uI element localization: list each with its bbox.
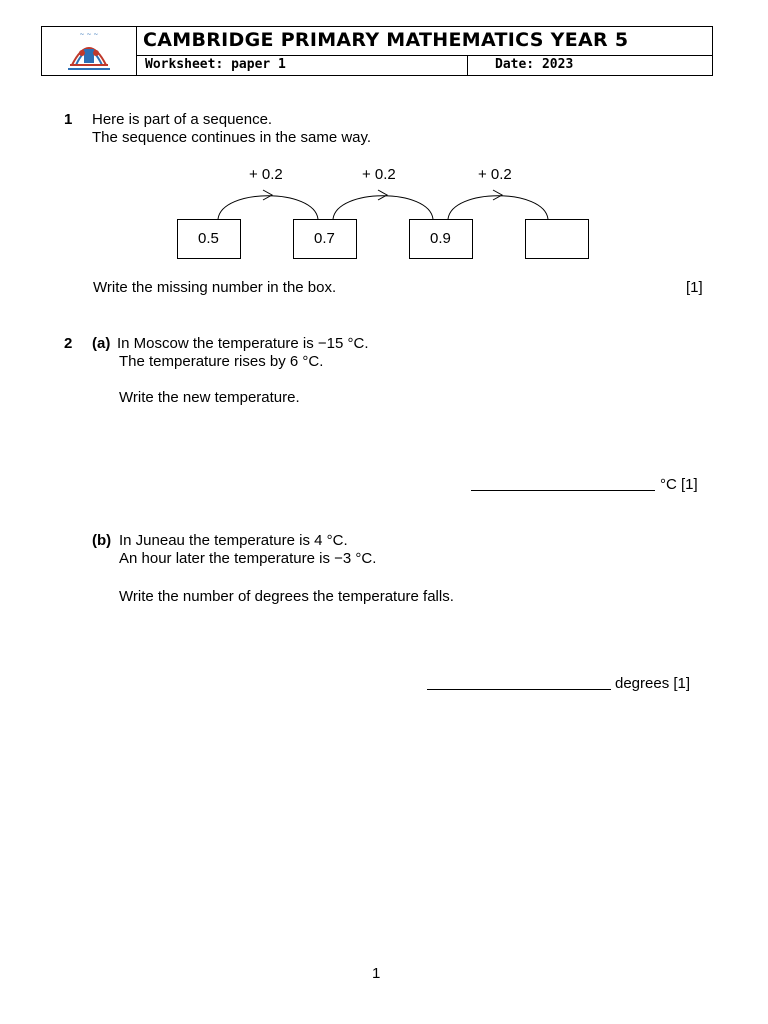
q2a-unit-mark: °C [1]: [660, 476, 698, 493]
q1-step-2: + 0.2: [362, 166, 396, 183]
q1-step-3: + 0.2: [478, 166, 512, 183]
missing-number-box[interactable]: [525, 219, 589, 259]
q1-instruction: Write the missing number in the box.: [93, 279, 337, 296]
sequence-box-3: 0.9: [409, 219, 473, 259]
q2a-answer-line[interactable]: [471, 490, 655, 491]
q2b-label: (b): [92, 532, 112, 549]
svg-text:~ ~ ~: ~ ~ ~: [79, 31, 99, 38]
q1-step-1: + 0.2: [249, 166, 283, 183]
q2b-line1: In Juneau the temperature is 4 °C.: [119, 532, 348, 549]
arrow-3: [493, 190, 502, 200]
q1-line2: The sequence continues in the same way.: [92, 129, 372, 146]
q2b-instruction: Write the number of degrees the temperature falls.: [119, 588, 454, 605]
q2a-instruction: Write the new temperature.: [119, 389, 300, 406]
arc-2: [333, 196, 433, 219]
q2-number: 2: [64, 335, 73, 352]
q2b-unit-mark: degrees [1]: [615, 675, 691, 692]
q2a-line2: The temperature rises by 6 °C.: [119, 353, 324, 370]
sequence-box-2: 0.7: [293, 219, 357, 259]
q2a-line1: In Moscow the temperature is −15 °C.: [117, 335, 369, 352]
date-label: Date: 2023: [495, 57, 574, 72]
q1-line1: Here is part of a sequence.: [92, 111, 273, 128]
q2b-line2: An hour later the temperature is −3 °C.: [119, 550, 377, 567]
q1-mark: [1]: [686, 279, 703, 296]
q2b-answer-line[interactable]: [427, 689, 611, 690]
page-number: 1: [372, 965, 381, 982]
worksheet-label: Worksheet: paper 1: [145, 57, 286, 72]
arrow-2: [378, 190, 387, 200]
arrow-1: [263, 190, 272, 200]
q1-number: 1: [64, 111, 73, 128]
arc-1: [218, 196, 318, 219]
q2a-label: (a): [92, 335, 111, 352]
sequence-box-1: 0.5: [177, 219, 241, 259]
worksheet-title: CAMBRIDGE PRIMARY MATHEMATICS YEAR 5: [143, 29, 629, 51]
arc-3: [448, 196, 548, 219]
